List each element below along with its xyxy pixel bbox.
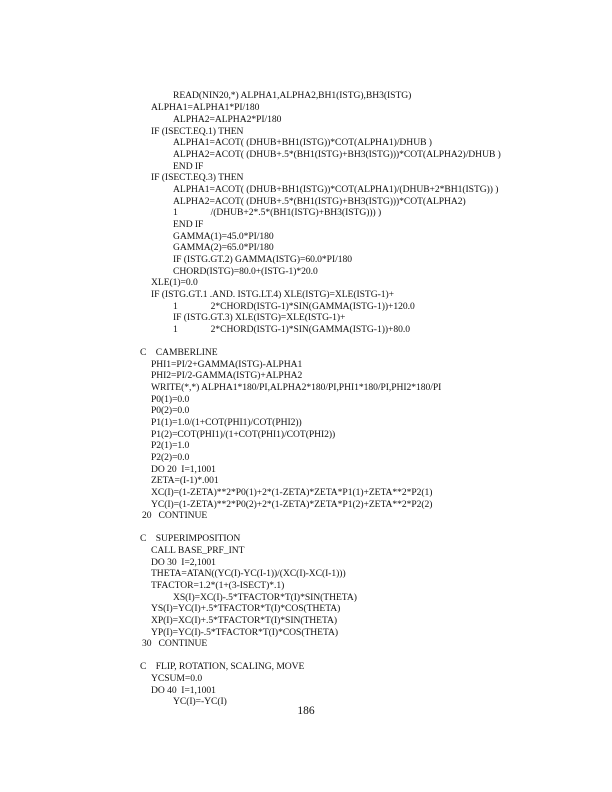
code-line: THETA=ATAN((YC(I)-YC(I-1))/(XC(I)-XC(I-1))) <box>151 568 346 579</box>
code-line: P0(1)=0.0 <box>151 394 190 405</box>
code-line: GAMMA(1)=45.0*PI/180 <box>173 231 274 242</box>
code-line: IF (ISTG.GT.2) GAMMA(ISTG)=60.0*PI/180 <box>173 254 352 265</box>
code-line: P2(1)=1.0 <box>151 440 190 451</box>
code-line: CHORD(ISTG)=80.0+(ISTG-1)*20.0 <box>173 266 318 277</box>
page-number: 186 <box>297 705 315 717</box>
code-line: ZETA=(I-1)*.001 <box>151 475 219 486</box>
code-line: XS(I)=XC(I)-.5*TFACTOR*T(I)*SIN(THETA) <box>173 592 357 603</box>
code-line: ALPHA2=ALPHA2*PI/180 <box>173 114 282 125</box>
section-comment: C SUPERIMPOSITION <box>140 533 241 544</box>
code-line: PHI2=PI/2-GAMMA(ISTG)+ALPHA2 <box>151 370 303 381</box>
code-line: YCSUM=0.0 <box>151 673 203 684</box>
code-line: YC(I)=-YC(I) <box>173 696 227 707</box>
code-line: IF (ISTG.GT.3) XLE(ISTG)=XLE(ISTG-1)+ <box>173 312 346 323</box>
code-line: ALPHA1=ACOT( (DHUB+BH1(ISTG))*COT(ALPHA1)/DHUB ) <box>173 137 432 148</box>
code-line: YP(I)=YC(I)-.5*TFACTOR*T(I)*COS(THETA) <box>151 627 339 638</box>
code-line: YC(I)=(1-ZETA)**2*P0(2)+2*(1-ZETA)*ZETA*P1(2)+ZETA**2*P2(2) <box>151 499 433 510</box>
code-line: XC(I)=(1-ZETA)**2*P0(1)+2*(1-ZETA)*ZETA*P1(1)+ZETA**2*P2(1) <box>151 487 433 498</box>
code-line: TFACTOR=1.2*(1+(3-ISECT)*.1) <box>151 580 285 591</box>
code-line: XP(I)=XC(I)+.5*TFACTOR*T(I)*SIN(THETA) <box>151 615 338 626</box>
code-line: IF (ISECT.EQ.1) THEN <box>151 126 244 137</box>
code-line: PHI1=PI/2+GAMMA(ISTG)-ALPHA1 <box>151 359 303 370</box>
code-line: 1 /(DHUB+2*.5*(BH1(ISTG)+BH3(ISTG))) ) <box>173 207 382 218</box>
code-line: WRITE(*,*) ALPHA1*180/PI,ALPHA2*180/PI,PHI1*180/PI,PHI2*180/PI <box>151 382 442 393</box>
code-line: READ(NIN20,*) ALPHA1,ALPHA2,BH1(ISTG),BH3(ISTG) <box>173 90 412 101</box>
code-line: 20 CONTINUE <box>142 510 208 521</box>
code-line: P1(1)=1.0/(1+COT(PHI1)/COT(PHI2)) <box>151 417 302 428</box>
code-line: END IF <box>173 161 204 172</box>
code-line: P2(2)=0.0 <box>151 452 190 463</box>
code-line: ALPHA1=ACOT( (DHUB+BH1(ISTG))*COT(ALPHA1)/(DHUB+2*BH1(ISTG)) ) <box>173 184 499 195</box>
code-line: ALPHA1=ALPHA1*PI/180 <box>151 102 260 113</box>
section-comment: C FLIP, ROTATION, SCALING, MOVE <box>140 661 305 672</box>
code-line: GAMMA(2)=65.0*PI/180 <box>173 242 274 253</box>
code-line: ALPHA2=ACOT( (DHUB+.5*(BH1(ISTG)+BH3(ISTG)))*COT(ALPHA2)/DHUB ) <box>173 149 501 160</box>
code-line: CALL BASE_PRF_INT <box>151 545 245 556</box>
code-line: P0(2)=0.0 <box>151 405 190 416</box>
code-line: YS(I)=YC(I)+.5*TFACTOR*T(I)*COS(THETA) <box>151 603 341 614</box>
code-line: DO 40 I=1,1001 <box>151 685 216 696</box>
code-line: 1 2*CHORD(ISTG-1)*SIN(GAMMA(ISTG-1))+120.0 <box>173 301 415 312</box>
code-line: DO 20 I=1,1001 <box>151 464 216 475</box>
code-line: P1(2)=COT(PHI1)/(1+COT(PHI1)/COT(PHI2)) <box>151 429 336 440</box>
code-line: 30 CONTINUE <box>142 638 208 649</box>
code-line: DO 30 I=2,1001 <box>151 557 216 568</box>
code-line: 1 2*CHORD(ISTG-1)*SIN(GAMMA(ISTG-1))+80.0 <box>173 324 410 335</box>
code-line: IF (ISTG.GT.1 .AND. ISTG.LT.4) XLE(ISTG)=XLE(ISTG-1)+ <box>151 289 395 300</box>
code-line: ALPHA2=ACOT( (DHUB+.5*(BH1(ISTG)+BH3(ISTG)))*COT(ALPHA2) <box>173 196 466 207</box>
section-comment: C CAMBERLINE <box>140 347 218 358</box>
code-line: END IF <box>173 219 204 230</box>
code-line: IF (ISECT.EQ.3) THEN <box>151 172 244 183</box>
code-line: XLE(1)=0.0 <box>151 277 198 288</box>
